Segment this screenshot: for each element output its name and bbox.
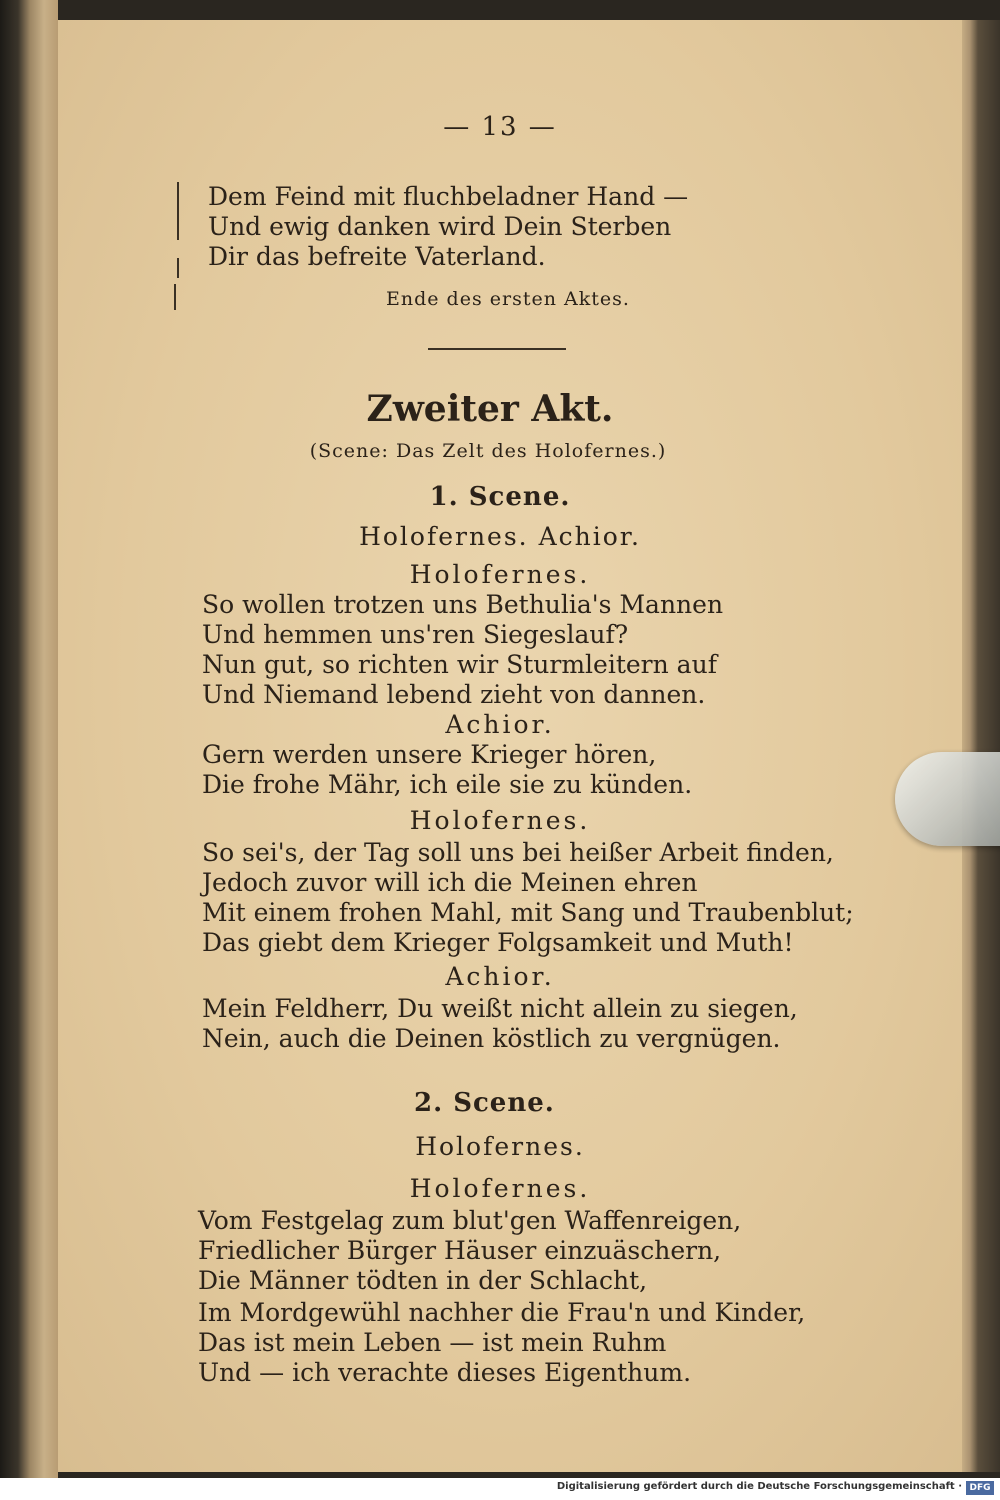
verse-line: Friedlicher Bürger Häuser einzuäschern, (198, 1236, 722, 1265)
verse-line: Dem Feind mit fluchbeladner Hand — (208, 182, 689, 211)
margin-mark (177, 258, 179, 278)
page-number: — 13 — (443, 112, 557, 142)
verse-line: Nun gut, so richten wir Sturmleitern auf (202, 650, 717, 679)
verse-line: Das giebt dem Krieger Folgsamkeit und Muth! (202, 928, 794, 957)
funding-credit: Digitalisierung gefördert durch die Deutsche Forschungsgemeinschaft · (556, 1481, 962, 1492)
verse-line: Das ist mein Leben — ist mein Ruhm (198, 1328, 667, 1357)
speaker-name: Holofernes. (409, 1174, 591, 1203)
verse-line: Gern werden unsere Krieger hören, (202, 740, 657, 769)
verse-line: Die frohe Mähr, ich eile sie zu künden. (202, 770, 693, 799)
scene-heading: 2. Scene. (414, 1088, 555, 1118)
act-title: Zweiter Akt. (366, 388, 614, 430)
verse-line: So wollen trotzen uns Bethulia's Mannen (202, 590, 724, 619)
verse-line: Die Männer tödten in der Schlacht, (198, 1266, 648, 1295)
margin-mark (174, 284, 176, 310)
verse-line: Mein Feldherr, Du weißt nicht allein zu siegen, (202, 994, 798, 1023)
dfg-logo: DFG (966, 1481, 994, 1495)
verse-line: Und hemmen uns'ren Siegeslauf? (202, 620, 629, 649)
verse-line: Und Niemand lebend zieht von dannen. (202, 680, 706, 709)
verse-line: Nein, auch die Deinen köstlich zu vergnügen. (202, 1024, 781, 1053)
verse-line: Vom Festgelag zum blut'gen Waffenreigen, (198, 1206, 742, 1235)
section-divider (428, 348, 566, 350)
left-page-edge (0, 0, 58, 1478)
speaker-name: Achior. (445, 710, 555, 739)
verse-line: Jedoch zuvor will ich die Meinen ehren (202, 868, 698, 897)
verse-line: Mit einem frohen Mahl, mit Sang und Traubenblut; (202, 898, 854, 927)
verse-line: Im Mordgewühl nachher die Frau'n und Kinder, (198, 1298, 806, 1327)
right-page-edge (962, 20, 1000, 1472)
speaker-name: Achior. (445, 962, 555, 991)
scene-persons: Holofernes. Achior. (359, 522, 641, 551)
speaker-name: Holofernes. (409, 806, 591, 835)
verse-line: Und — ich verachte dieses Eigenthum. (198, 1358, 692, 1387)
verse-line: So sei's, der Tag soll uns bei heißer Arbeit finden, (202, 838, 834, 867)
verse-line: Und ewig danken wird Dein Sterben (208, 212, 672, 241)
scene-heading: 1. Scene. (429, 482, 571, 512)
speaker-name: Holofernes. (409, 560, 591, 589)
verse-line: Dir das befreite Vaterland. (208, 242, 546, 271)
margin-mark (177, 182, 179, 240)
scene-description: (Scene: Das Zelt des Holofernes.) (309, 440, 667, 462)
end-of-act-note: Ende des ersten Aktes. (386, 288, 630, 310)
scene-persons: Holofernes. (415, 1132, 585, 1161)
